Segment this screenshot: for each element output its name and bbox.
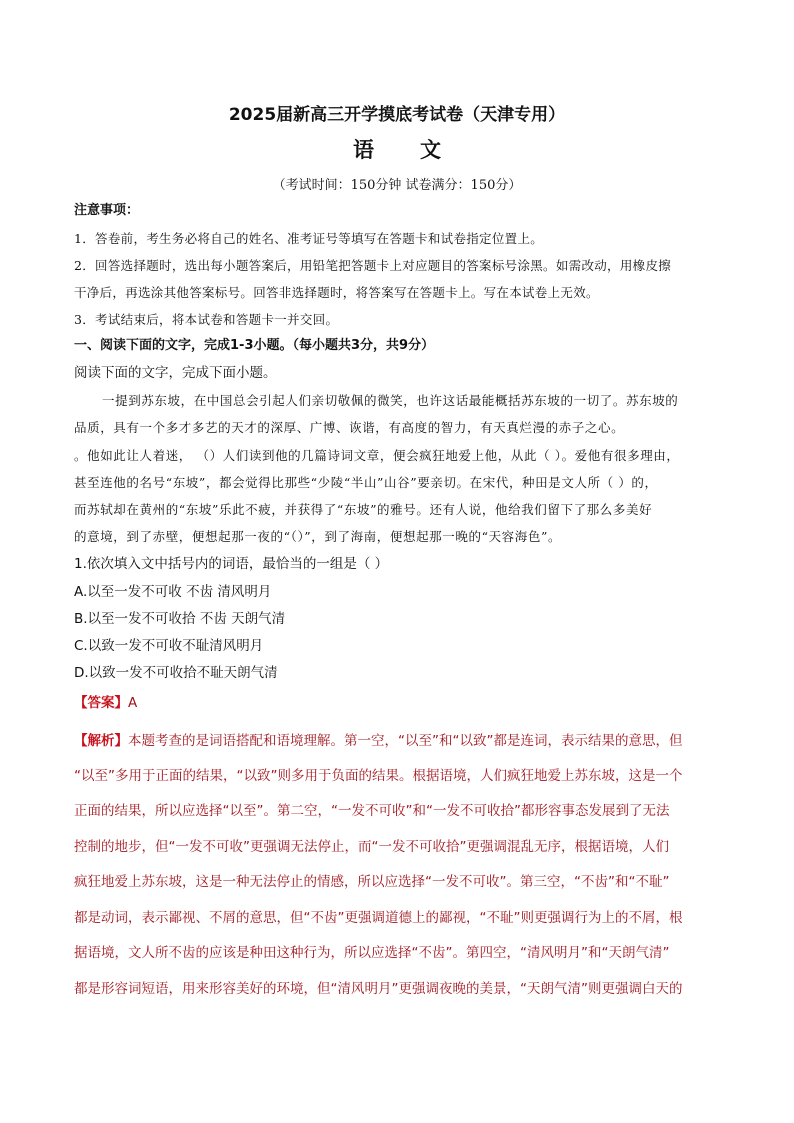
- analysis-line: 控制的地步，但“一发不可收”更强调无法停止，而“一发不可收拾”更强调混乱无序，根据语境，人们: [74, 839, 669, 855]
- analysis-tag: 【解析】: [74, 733, 128, 749]
- option-a: A.以至一发不可收 不齿 清风明月: [74, 584, 272, 600]
- answer-line: [74, 695, 137, 711]
- notice-heading: 注意事项：: [74, 203, 140, 218]
- analysis-line: [74, 733, 682, 749]
- passage-line: 。他如此让人着迷， （）人们读到他的几篇诗词文章，便会疯狂地爱上他，从此（ ）。爱他有很多理由，: [74, 448, 680, 463]
- analysis-text: 本题考查的是词语搭配和语境理解。第一空，“以至”和“以致”都是连词，表示结果的意思，但: [128, 733, 683, 749]
- option-c: C.以致一发不可收不耻清风明月: [74, 638, 264, 654]
- analysis-line: 都是形容词短语，用来形容美好的环境，但“清风明月”更强调夜晚的美景，“天朗气清”则更强调白天的: [74, 981, 683, 997]
- option-d: D.以致一发不可收拾不耻天朗气清: [74, 665, 278, 681]
- question-stem: 1.依次填入文中括号内的词语，最恰当的一组是（ ）: [74, 556, 389, 572]
- analysis-line: 都是动词，表示鄙视、不屑的意思，但“不齿”更强调道德上的鄙视，“不耻”则更强调行为上的不屑，根: [74, 910, 683, 926]
- passage-line: 一提到苏东坡，在中国总会引起人们亲切敬佩的微笑，也许这话最能概括苏东坡的一切了。苏东坡的: [102, 393, 679, 408]
- subject-title: 语文: [353, 138, 487, 162]
- answer-value: A: [128, 695, 138, 711]
- analysis-line: “以至”多用于正面的结果，“以致”则多用于负面的结果。根据语境，人们疯狂地爱上苏东坡，这是一个: [74, 768, 683, 784]
- passage-line: 品质，具有一个多才多艺的天才的深厚、广博、诙谐，有高度的智力，有天真烂漫的赤子之心。: [74, 420, 625, 435]
- analysis-line: 据语境，文人所不齿的应该是种田这种行为，所以应选择“不齿”。第四空，“清风明月”和“天朗气清”: [74, 945, 670, 961]
- passage-line: 甚至连他的名号“东坡”，都会觉得比那些“少陵“半山”山谷”要亲切。在宋代，种田是文人所（ ）的，: [74, 475, 658, 490]
- answer-tag: 【答案】: [74, 695, 128, 711]
- exam-info: （考试时间：150分钟 试卷满分：150分）: [272, 178, 522, 193]
- notice-item-2-line-1: 2．回答选择题时，选出每小题答案后，用铅笔把答题卡上对应题目的答案标号涂黑。如需改动，用橡皮擦: [74, 258, 672, 273]
- analysis-line: 正面的结果，所以应选择“以至”。第二空，“一发不可收”和“一发不可收拾”都形容事态发展到了无法: [74, 803, 670, 819]
- notice-item-1: 1．答卷前，考生务必将自己的姓名、准考证号等填写在答题卡和试卷指定位置上。: [74, 231, 544, 246]
- exam-title: 2025届新高三开学摸底考试卷（天津专用）: [228, 105, 566, 125]
- section-heading: 一、阅读下面的文字，完成1-3小题。（每小题共3分，共9分）: [74, 338, 435, 353]
- section-intro: 阅读下面的文字，完成下面小题。: [74, 365, 277, 381]
- notice-item-2-line-2: 干净后，再选涂其他答案标号。回答非选择题时，将答案写在答题卡上。写在本试卷上无效。: [74, 285, 599, 300]
- option-b: B.以至一发不可收拾 不齿 天朗气清: [74, 611, 286, 627]
- analysis-line: 疯狂地爱上苏东坡，这是一种无法停止的情感，所以应选择“一发不可收”。第三空，“不齿”和“不耻”: [74, 874, 670, 890]
- notice-item-3: 3．考试结束后，将本试卷和答题卡一并交回。: [74, 312, 339, 327]
- passage-line: 而苏轼却在黄州的“东坡”乐此不疲，并获得了“东坡”的雅号。还有人说，他给我们留下了那么多美好: [74, 502, 653, 517]
- passage-line: 的意境，到了赤壁，便想起那一夜的“（）”，到了海南，便想起那一晚的“天容海色”。: [74, 529, 562, 544]
